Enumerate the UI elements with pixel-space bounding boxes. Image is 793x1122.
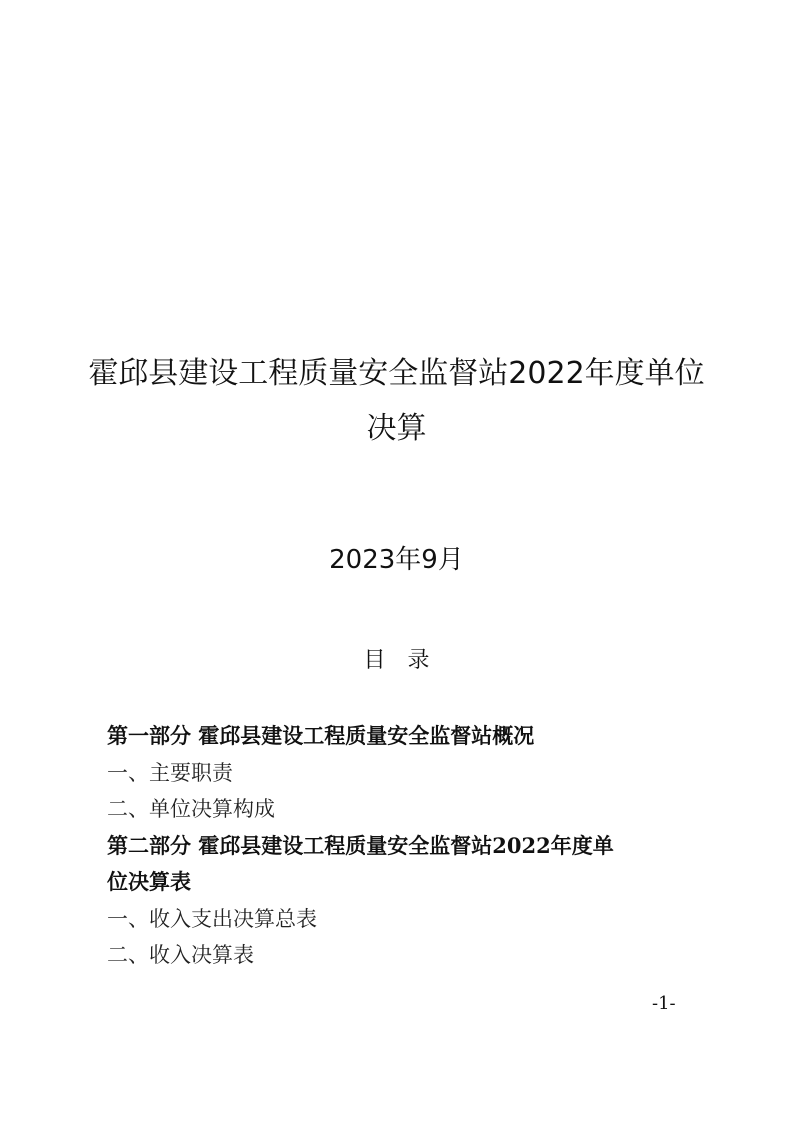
toc-part-1[interactable]: 第一部分 霍邱县建设工程质量安全监督站概况 bbox=[107, 723, 535, 748]
document-title-line1: 霍邱县建设工程质量安全监督站2022年度单位 bbox=[88, 356, 705, 391]
toc-item-budget-composition[interactable]: 二、单位决算构成 bbox=[107, 797, 275, 821]
page-number: -1- bbox=[652, 993, 676, 1014]
toc-part-2[interactable]: 第二部分 霍邱县建设工程质量安全监督站2022年度单 bbox=[107, 833, 614, 858]
document-title-line2: 决算 bbox=[366, 411, 427, 446]
toc-item-main-duties[interactable]: 一、主要职责 bbox=[107, 761, 233, 785]
toc-item-income-expense-summary[interactable]: 一、收入支出决算总表 bbox=[107, 907, 317, 931]
toc-part-2-continued[interactable]: 位决算表 bbox=[107, 869, 191, 894]
document-date: 2023年9月 bbox=[329, 545, 464, 575]
toc-item-income-table[interactable]: 二、收入决算表 bbox=[107, 943, 254, 967]
toc-heading: 目录 bbox=[363, 648, 452, 673]
